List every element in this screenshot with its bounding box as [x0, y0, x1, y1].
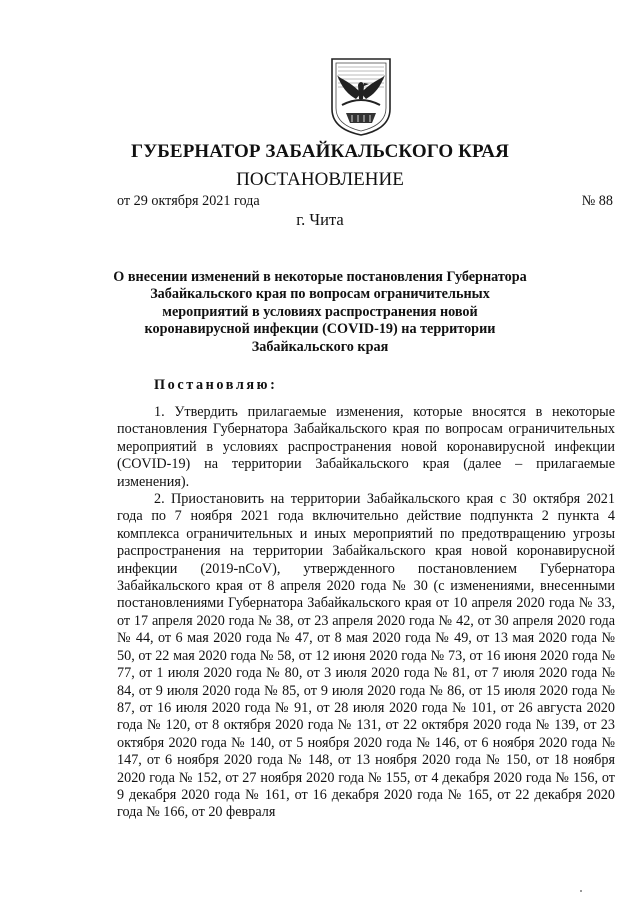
document-city: г. Чита [296, 210, 344, 229]
paragraph-2: 2. Приостановить на территории Забайкальского края с 30 октября 2021 года по 7 ноября 2021 года включительно действие подпункта 2 пункта 4 комплекса ограничительных и иных мероприятий по предотвращению угрозы распространения на территории Забайкальского края новой коронавирусной инфекции (2019-nCoV), утвержденного постановлением Губернатора Забайкальского края от 8 апреля 2020 года № 30 (с изменениями, внесенными постановлениями Губернатора Забайкальского края от 10 апреля 2020 года № 33, от 17 апреля 2020 года № 38, от 23 апреля 2020 года № 42, от 30 апреля 2020 года № 44, от 6 мая 2020 года № 47, от 8 мая 2020 года № 49, от 13 мая 2020 года № 50, от 22 мая 2020 года № 58, от 12 июня 2020 года № 73, от 16 июня 2020 года № 77, от 1 июля 2020 года № 80, от 3 июля 2020 года № 81, от 7 июля 2020 года № 84, от 9 июля 2020 года № 85, от 9 июля 2020 года № 86, от 15 июля 2020 года № 87, от 16 июля 2020 года № 91, от 28 июля 2020 года № 101, от 26 августа 2020 года № 120, от 8 октября 2020 года № 131, от 22 октября 2020 года № 139, от 23 октября 2020 года № 140, от 5 ноября 2020 года № 146, от 6 ноября 2020 года № 147, от 6 ноября 2020 года № 148, от 13 ноября 2020 года № 150, от 18 ноября 2020 года № 152, от 27 ноября 2020 года № 155, от 4 декабря 2020 года № 156, от 9 декабря 2020 года № 161, от 16 декабря 2020 года № 165, от 22 декабря 2020 года № 166, от 20 февраля [117, 491, 615, 821]
document-type: ПОСТАНОВЛЕНИЕ [236, 169, 404, 190]
decree-word: Постановляю: [154, 377, 278, 393]
document-body [117, 404, 615, 822]
paragraph-1: 1. Утвердить прилагаемые изменения, которые вносятся в некоторые постановления Губернатора Забайкальского края по вопросам ограничительных мероприятий в условиях распространения новой коронавирусной инфекции (COVID-19) на территории Забайкальского края (далее – прилагаемые изменения). [117, 404, 615, 490]
coat-of-arms-emblem [328, 53, 394, 137]
document-number: № 88 [581, 193, 613, 209]
governor-title: ГУБЕРНАТОР ЗАБАЙКАЛЬСКОГО КРАЯ [131, 141, 509, 162]
document-subject: О внесении изменений в некоторые постановления Губернатора Забайкальского края по вопросам ограничительных мероприятий в условиях распространения новой коронавирусной инфекции (COVID-19) на территории Забайкальского края [113, 269, 527, 355]
document-date: от 29 октября 2021 года [117, 193, 260, 209]
scan-speck [580, 890, 582, 892]
